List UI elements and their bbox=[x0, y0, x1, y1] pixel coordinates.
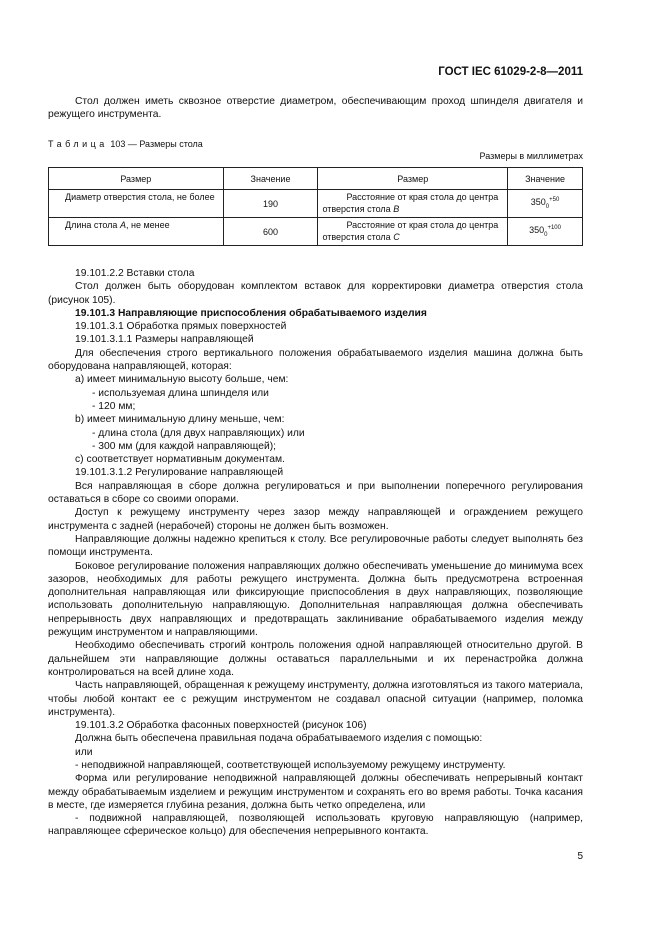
tolerance-lower: 0 bbox=[544, 231, 548, 238]
table-caption-text: 103 — Размеры стола bbox=[110, 139, 203, 149]
table-cell bbox=[318, 190, 508, 218]
cell-text: Расстояние от края стола до центра отверстия стола bbox=[322, 192, 499, 214]
paragraph: Для обеспечения строго вертикального положения обрабатываемого изделия машина должна быть оборудована направляющей, которая: bbox=[48, 347, 583, 373]
cell-text: Длина стола bbox=[65, 220, 118, 230]
list-item: - используемая длина шпинделя или bbox=[92, 387, 269, 399]
table-cell: 190 bbox=[223, 190, 318, 218]
tolerance-upper: +50 bbox=[549, 197, 560, 204]
paragraph: Часть направляющей, обращенная к режущему инструменту, должна изготовляться из такого материала, чтобы любой контакт ее с режущим инструментом не создавал опасной ситуации (например, поломка инструмента). bbox=[48, 680, 583, 718]
value-text: 350 bbox=[529, 225, 545, 236]
section-heading: 19.101.3.1.1 Размеры направляющей bbox=[75, 334, 254, 346]
table-header-row bbox=[49, 168, 583, 190]
section-heading: 19.101.3.1.2 Регулирование направляющей bbox=[75, 467, 284, 479]
section-heading: 19.101.3.2 Обработка фасонных поверхностей (рисунок 106) bbox=[75, 720, 367, 732]
list-item: - неподвижной направляющей, соответствующей используемому режущему инструменту. bbox=[75, 759, 506, 771]
cell-text: Диаметр отверстия стола, не более bbox=[65, 192, 215, 202]
cell-symbol: B bbox=[393, 203, 400, 214]
tolerance-lower: 0 bbox=[545, 203, 550, 210]
table-cell bbox=[49, 190, 224, 218]
paragraph: Форма или регулирование неподвижной направляющей должны обеспечивать непрерывный контакт между обрабатываемым изделием и режущим инструментом и сохранять его во время работы. Точка касания в месте, где измеряется глубина резания, должна быть четко определена, или bbox=[48, 773, 583, 811]
list-item: b) имеет минимальную длину меньше, чем: bbox=[75, 414, 285, 426]
document-header: ГОСТ IEC 61029-2-8—2011 bbox=[438, 66, 583, 78]
paragraph: или bbox=[75, 746, 93, 758]
table-header-cell: Размер bbox=[318, 168, 508, 190]
table-units: Размеры в миллиметрах bbox=[479, 151, 583, 161]
cell-text: Расстояние от края стола до центра отверстия стола bbox=[322, 220, 499, 242]
list-item: с) соответствует нормативным документам. bbox=[75, 454, 285, 466]
paragraph: Должна быть обеспечена правильная подача обрабатываемого изделия с помощью: bbox=[75, 733, 483, 745]
table-header-cell: Размер bbox=[49, 168, 224, 190]
paragraph: Боковое регулирование положения направляющих должно обеспечивать уменьшение до минимума всех зазоров, необходимых для работы режущего инструмента. Должна быть предусмотрена встроенная дополнительная направляющая или фиксирующие приспособления в двух направляющих, позволяющие использовать дополнительную направляющую. Дополнительная направляющая должна обеспечивать непрерывность двух направляющих и предотвращать заклинивание обрабатываемого изделия между режущим инструментом и направляющими. bbox=[48, 560, 583, 639]
table-header-cell: Значение bbox=[508, 168, 583, 190]
table-cell bbox=[508, 190, 583, 218]
cell-text: , не менее bbox=[125, 220, 170, 230]
list-item: - длина стола (для двух направляющих) или bbox=[92, 427, 305, 439]
tolerance-upper: +100 bbox=[547, 225, 561, 232]
section-heading: 19.101.2.2 Вставки стола bbox=[75, 268, 195, 279]
paragraph: Вся направляющая в сборе должна регулироваться и при выполнении поперечного регулирования оставаться в сборе со своими опорами. bbox=[48, 480, 583, 506]
table-cell bbox=[49, 218, 224, 246]
paragraph: Доступ к режущему инструменту через зазор между направляющей и ограждением режущего инструмента с задней (нерабочей) стороны не должен быть возможен. bbox=[48, 507, 583, 532]
section-heading: 19.101.3 Направляющие приспособления обрабатываемого изделия bbox=[75, 307, 427, 319]
list-item: а) имеет минимальную высоту больше, чем: bbox=[75, 374, 289, 386]
table-cell bbox=[508, 218, 583, 246]
cell-symbol: A bbox=[119, 220, 126, 230]
paragraph: Необходимо обеспечивать строгий контроль положения одной направляющей относительно другой. В дальнейшем эти направляющие должны оставаться параллельными и их перенастройка должна контролироваться на всей длине хода. bbox=[48, 640, 583, 678]
paragraph: Направляющие должны надежно крепиться к столу. Все регулировочные работы следует выполнять без помощи инструмента. bbox=[48, 533, 583, 559]
table-caption bbox=[48, 139, 203, 149]
intro-block bbox=[48, 95, 583, 122]
cell-symbol: C bbox=[393, 231, 400, 242]
table-row bbox=[49, 190, 583, 218]
body-text bbox=[48, 267, 583, 839]
table-row bbox=[49, 218, 583, 246]
paragraph: - подвижной направляющей, позволяющей использовать круговую направляющую (например, направляющее сферическое кольцо) для обеспечения непрерывного контакта. bbox=[48, 813, 583, 838]
table-header-cell: Значение bbox=[223, 168, 318, 190]
section-heading: 19.101.3.1 Обработка прямых поверхностей bbox=[75, 321, 287, 333]
list-item: - 300 мм (для каждой направляющей); bbox=[92, 440, 277, 452]
paragraph: Стол должен быть оборудован комплектом вставок для корректировки диаметра отверстия стола (рисунок 105). bbox=[48, 281, 583, 306]
table-cell bbox=[318, 218, 508, 246]
table-dimensions bbox=[48, 167, 583, 246]
intro-paragraph: Стол должен иметь сквозное отверстие диаметром, обеспечивающим проход шпинделя двигателя и режущего инструмента. bbox=[48, 96, 583, 121]
list-item: - 120 мм; bbox=[92, 400, 136, 412]
table-cell: 600 bbox=[223, 218, 318, 246]
table-caption-prefix: Таблица bbox=[48, 139, 108, 149]
value-text: 350 bbox=[530, 197, 546, 208]
page-number: 5 bbox=[577, 851, 583, 862]
